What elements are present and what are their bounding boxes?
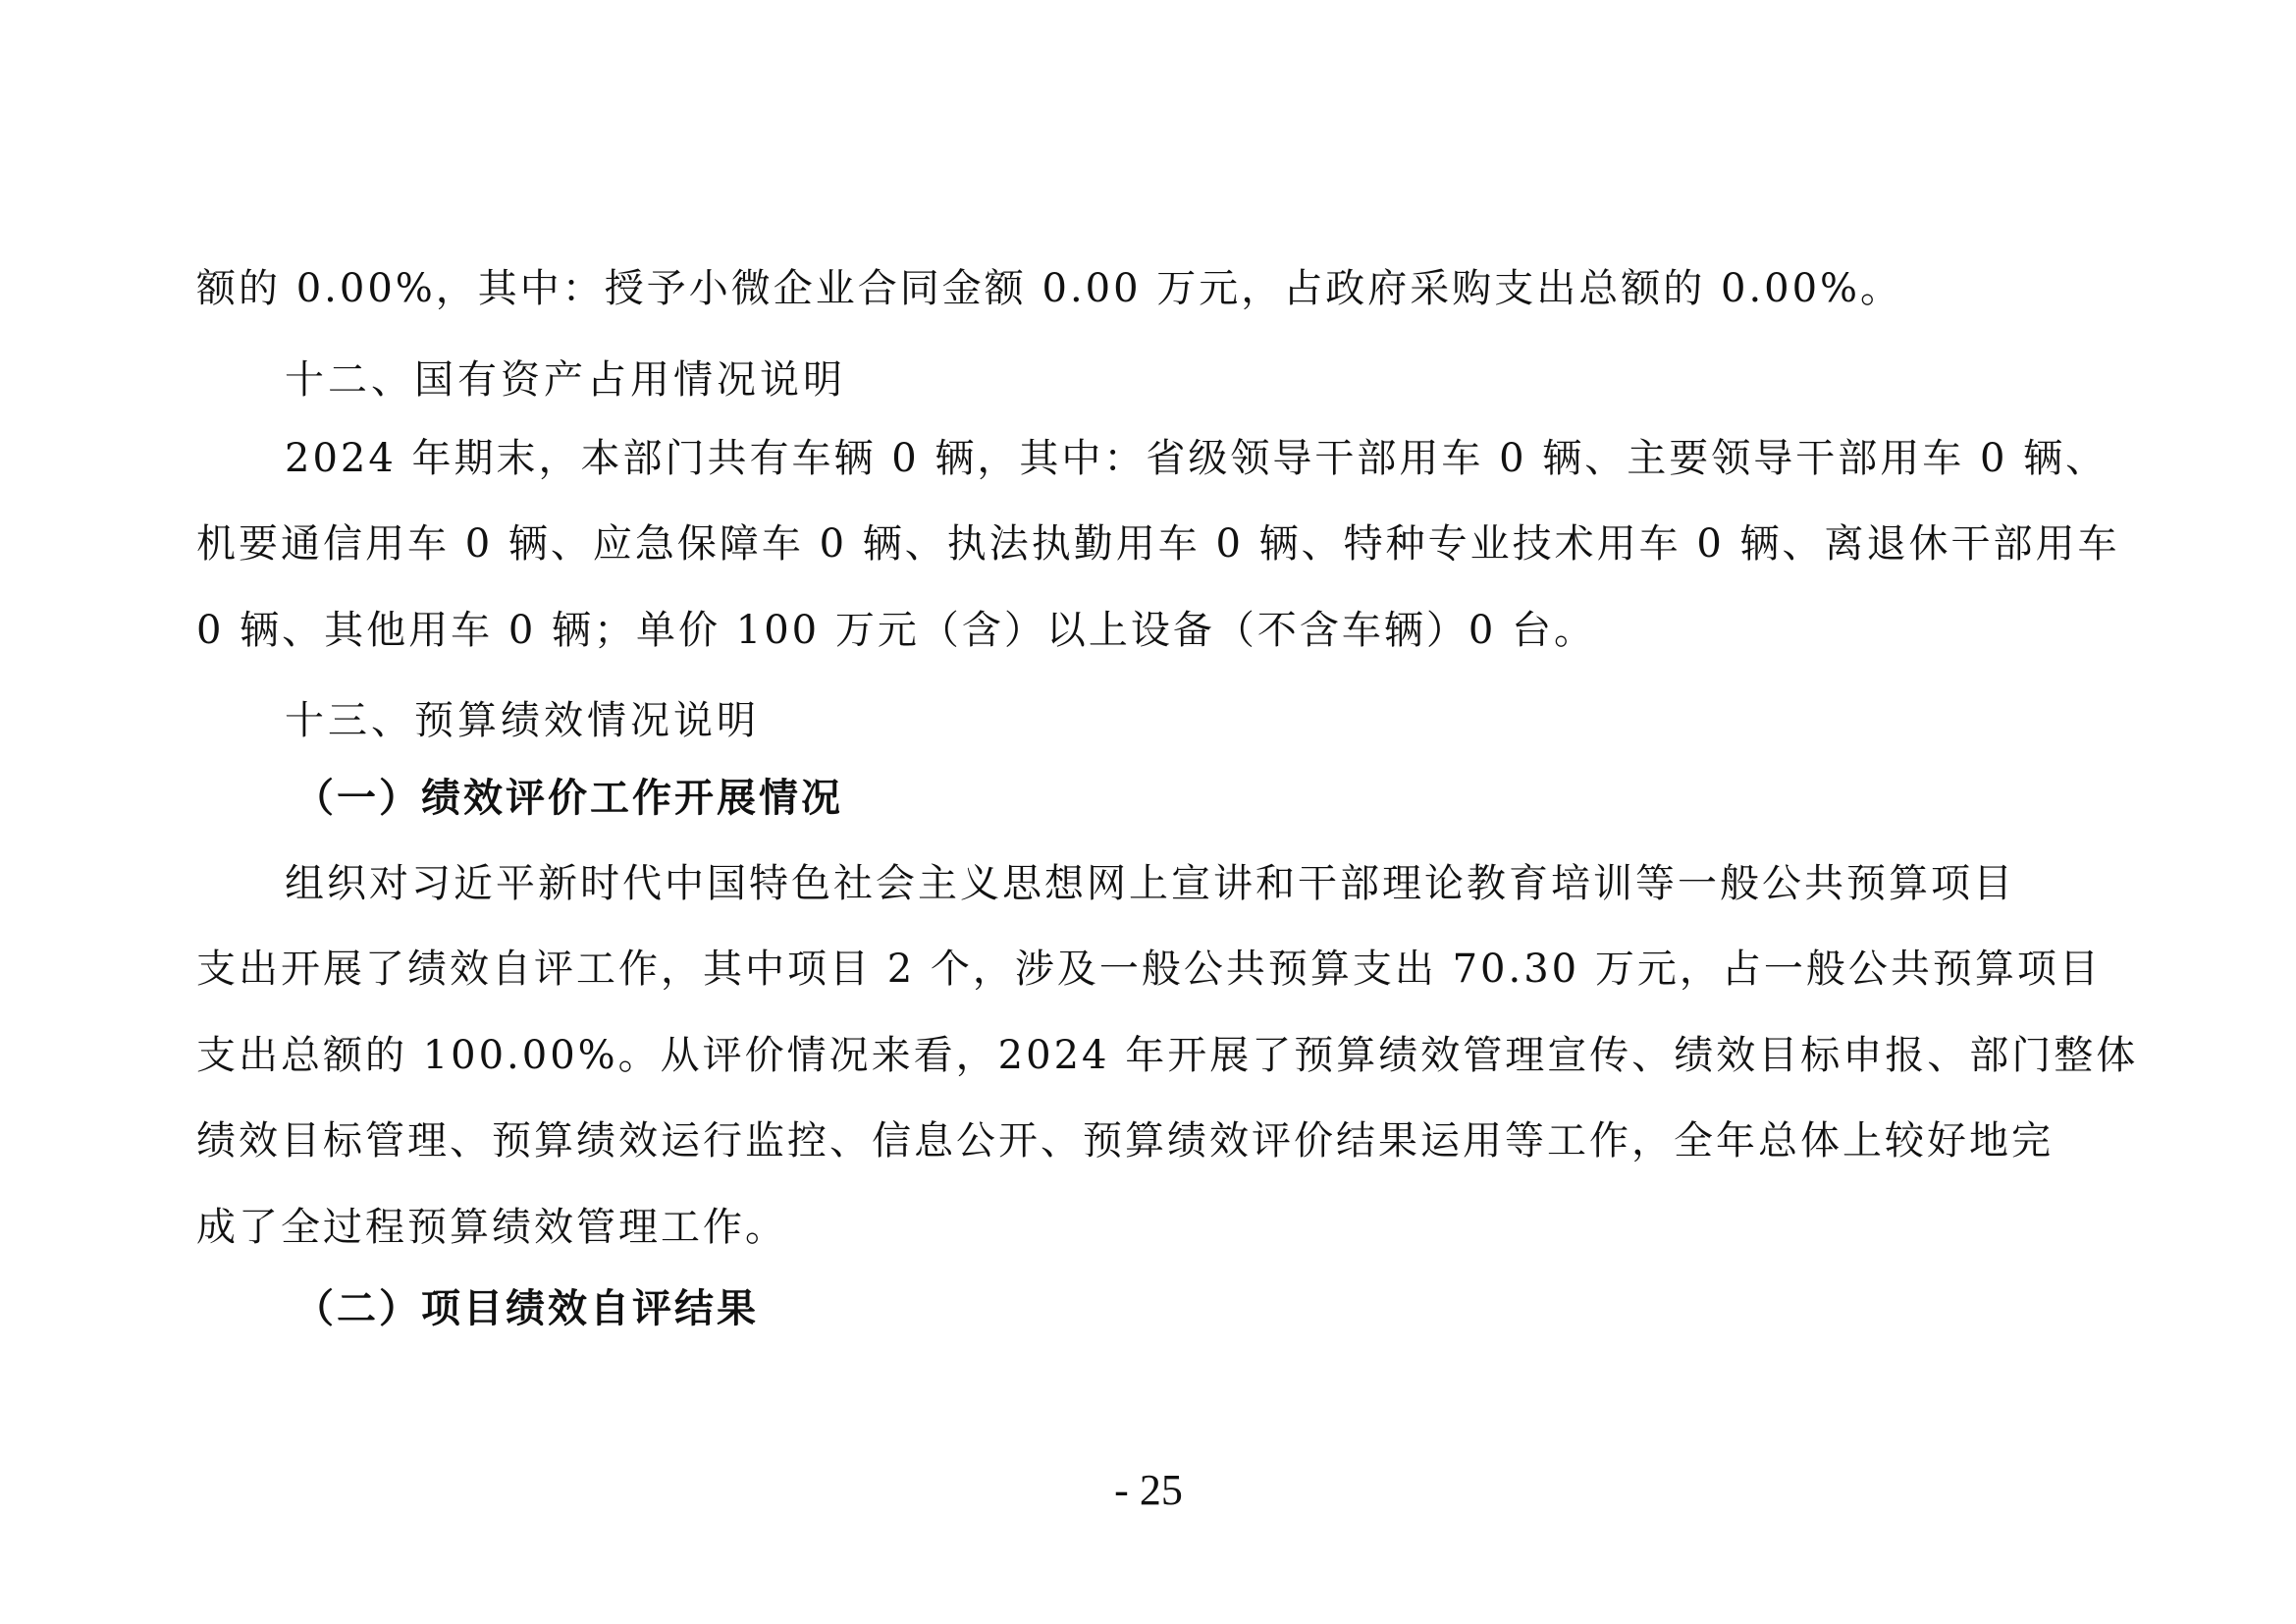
section-12-line-3: 0 辆、其他用车 0 辆；单价 100 万元（含）以上设备（不含车辆）0 台。	[196, 608, 1596, 653]
section-12-line-1: 2024 年期末，本部门共有车辆 0 辆，其中：省级领导干部用车 0 辆、主要领导干部用车 0 辆、	[285, 436, 2109, 481]
paragraph-continuation-line: 额的 0.00%，其中：授予小微企业合同金额 0.00 万元，占政府采购支出总额的 0.00%。	[196, 266, 1903, 311]
section-13-sub-1-line-3: 支出总额的 100.00%。从评价情况来看，2024 年开展了预算绩效管理宣传、绩效目标申报、部门整体	[196, 1033, 2139, 1078]
section-13-sub-1-line-4: 绩效目标管理、预算绩效运行监控、信息公开、预算绩效评价结果运用等工作，全年总体上较好地完	[196, 1118, 2054, 1164]
page-number: - 25	[1114, 1466, 1183, 1514]
section-13-sub-1-line-2: 支出开展了绩效自评工作，其中项目 2 个，涉及一般公共预算支出 70.30 万元，占一般公共预算项目	[196, 947, 2102, 992]
section-13-sub-2-heading: （二）项目绩效自评结果	[294, 1286, 759, 1331]
section-12-heading: 十二、国有资产占用情况说明	[285, 357, 846, 403]
section-13-heading: 十三、预算绩效情况说明	[285, 698, 760, 743]
section-12-line-2: 机要通信用车 0 辆、应急保障车 0 辆、执法执勤用车 0 辆、特种专业技术用车 0 辆、离退休干部用车	[196, 521, 2120, 567]
section-13-sub-1-line-1: 组织对习近平新时代中国特色社会主义思想网上宣讲和干部理论教育培训等一般公共预算项目	[285, 861, 2015, 906]
section-13-sub-1-heading: （一）绩效评价工作开展情况	[294, 776, 843, 821]
section-13-sub-1-line-5: 成了全过程预算绩效管理工作。	[196, 1205, 787, 1250]
